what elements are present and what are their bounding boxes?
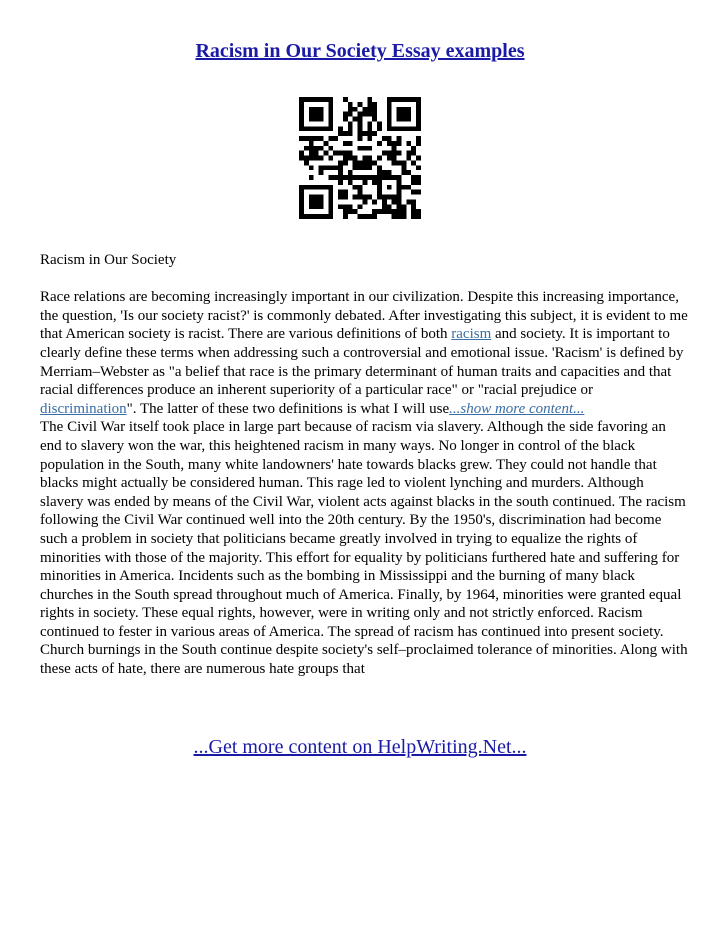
racism-link[interactable]: racism: [451, 326, 492, 343]
essay-heading: Racism in Our Society: [40, 252, 177, 268]
essay-paragraph-2: The Civil War itself took place in large part because of racism via slavery. Although the side favoring an end to slavery won the war, this heightened racism in many ways. No longer in control of the black population in the South, many white landowners' hate towards blacks grew. They could not handle that blacks might actually be considered human. This rage led to violent lynching and murders. Although slavery was ended by means of the Civil War, violent acts against blacks in the south continued. The racism following the Civil War continued well into the 20th century. By the 1950's, discrimination had become such a problem in society that politicians became greatly involved in trying to equalize the rights of minorities with those of the majority. This effort for equality by politicians furthered hate and suffering for minorities in America. Incidents such as the bombing in Mississippi and the burning of many black churches in the South spread throughout much of America. Finally, by 1964, minorities were granted equal rights in society. These equal rights, however, were in writing only and not strictly enforced. Racism continued to fester in various areas of America. The spread of racism has continued into present society. Church burnings in the South continue despite society's self–proclaimed tolerance of minorities. Along with these acts of hate, there are numerous hate groups that: [40, 419, 688, 678]
get-more-content-link[interactable]: ...Get more content on HelpWriting.Net...: [193, 736, 527, 758]
paragraph-1-text-a: Race relations are becoming increasingly important in our civilization. Despite this increasing importance, the question, 'Is our society racist?' is commonly debated. After investigating this subject, it is evident to me that American society is racist. There are various definitions of both: [40, 289, 688, 343]
qr-code-icon: [299, 97, 421, 219]
paragraph-1-text-c: ". The latter of these two definitions is what I will use: [126, 400, 450, 417]
page-title-link[interactable]: Racism in Our Society Essay examples: [195, 40, 525, 62]
paragraph-1-text-b: and society. It is important to clearly define these terms when addressing such a controversial and emotional issue. 'Racism' is defined by Merriam–Webster as "a belief that race is the primary determinant of human traits and capacities and that racial differences produce an inherent superiority of a particular race" or "racial prejudice or: [40, 326, 684, 399]
discrimination-link[interactable]: discrimination: [40, 400, 127, 417]
show-more-link[interactable]: ...show more content...: [449, 400, 585, 417]
essay-body: [40, 251, 688, 679]
essay-paragraph-1: [40, 288, 688, 418]
